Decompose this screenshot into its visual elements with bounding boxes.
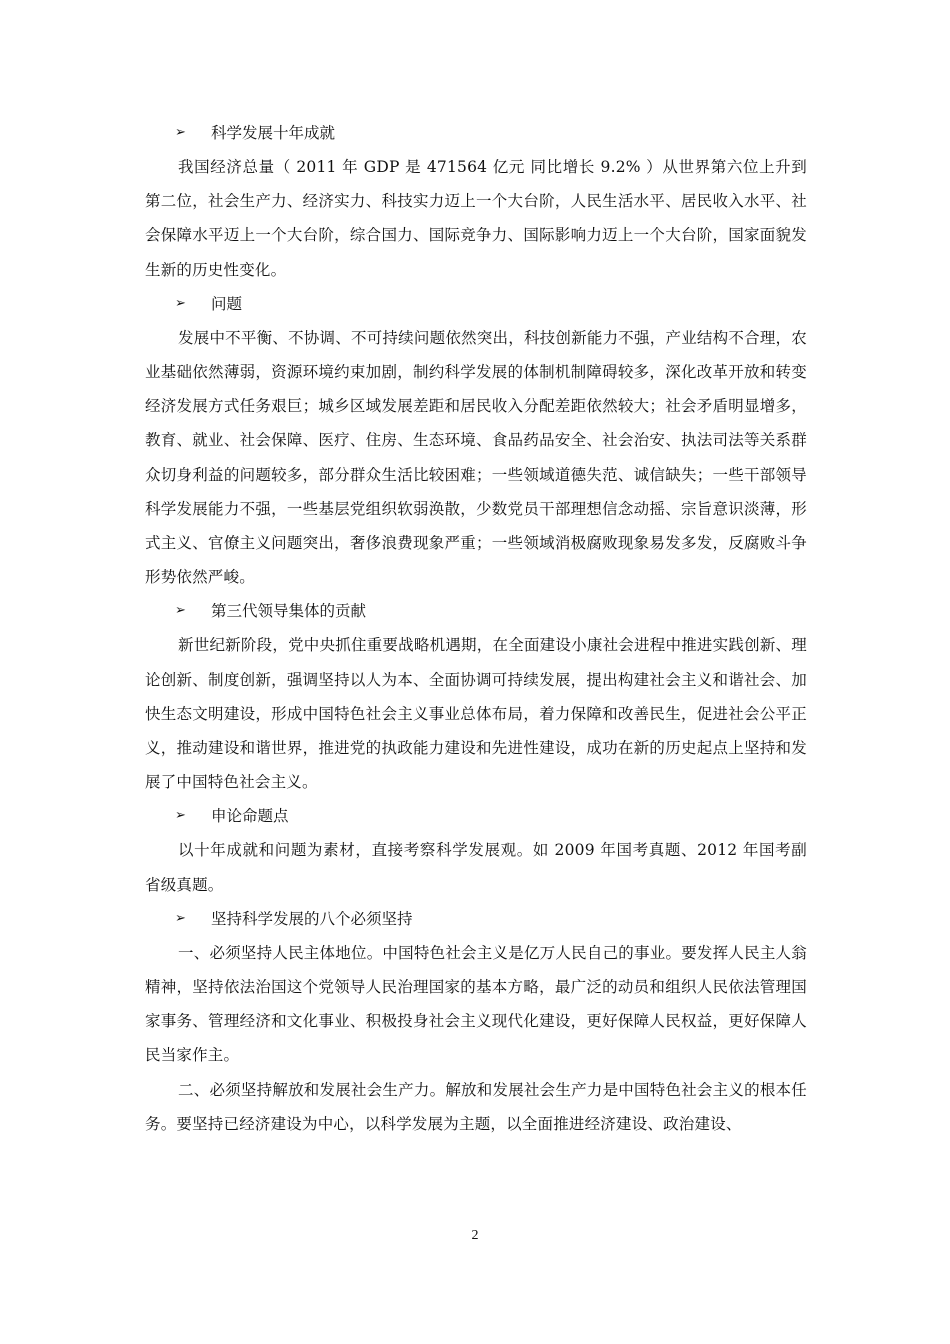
paragraph-exam-points: 以十年成就和问题为素材，直接考察科学发展观。如 2009 年国考真题、2012 年国考副省级真题。: [145, 841, 807, 894]
heading-text: 申论命题点: [211, 807, 289, 826]
arrow-bullet-icon: ➢: [175, 125, 186, 140]
section-heading-problems: [145, 287, 807, 321]
arrow-bullet-icon: ➢: [175, 808, 186, 824]
paragraph-must-two: 二、必须坚持解放和发展社会生产力。解放和发展社会生产力是中国特色社会主义的根本任务。要坚持已经济建设为中心，以科学发展为主题，以全面推进经济建设、政治建设、: [145, 1080, 807, 1133]
arrow-bullet-icon: ➢: [175, 910, 186, 926]
document-page: [145, 116, 807, 1141]
heading-text: 第三代领导集体的贡献: [211, 602, 367, 621]
paragraph-must-one: 一、必须坚持人民主体地位。中国特色社会主义是亿万人民自己的事业。要发挥人民主人翁精神，坚持依法治国这个党领导人民治理国家的基本方略，最广泛的动员和组织人民依法管理国家事务、管理经济和文化事业、积极投身社会主义现代化建设，更好保障人民权益，更好保障人民当家作主。: [145, 943, 807, 1065]
arrow-bullet-icon: ➢: [175, 603, 186, 619]
paragraph-problems: 发展中不平衡、不协调、不可持续问题依然突出，科技创新能力不强，产业结构不合理，农业基础依然薄弱，资源环境约束加剧，制约科学发展的体制机制障碍较多，深化改革开放和转变经济发展方式任务艰巨；城乡区域发展差距和居民收入分配差距依然较大；社会矛盾明显增多，教育、就业、社会保障、医疗、住房、生态环境、食品药品安全、社会治安、执法司法等关系群众切身利益的问题较多，部分群众生活比较困难；一些领域道德失范、诚信缺失；一些干部领导科学发展能力不强，一些基层党组织软弱涣散，少数党员干部理想信念动摇、宗旨意识淡薄，形式主义、官僚主义问题突出，奢侈浪费现象严重；一些领域消极腐败现象易发多发，反腐败斗争形势依然严峻。: [145, 328, 807, 587]
heading-text: 科学发展十年成就: [211, 124, 336, 142]
heading-text: 问题: [211, 294, 243, 313]
section-heading-exam-points: [145, 799, 807, 833]
page-number: 2: [471, 1228, 479, 1243]
heading-text: 坚持科学发展的八个必须坚持: [211, 909, 413, 928]
section-heading-eight-musts: [145, 902, 807, 936]
arrow-bullet-icon: ➢: [175, 295, 186, 311]
paragraph-contribution: 新世纪新阶段，党中央抓住重要战略机遇期，在全面建设小康社会进程中推进实践创新、理论创新、制度创新，强调坚持以人为本、全面协调可持续发展，提出构建社会主义和谐社会、加快生态文明建设，形成中国特色社会主义事业总体布局，着力保障和改善民生，促进社会公平正义，推动建设和谐世界，推进党的执政能力建设和先进性建设，成功在新的历史起点上坚持和发展了中国特色社会主义。: [145, 636, 807, 792]
paragraph-achievements: 我国经济总量（ 2011 年 GDP 是 471564 亿元 同比增长 9.2% ）从世界第六位上升到第二位，社会生产力、经济实力、科技实力迈上一个大台阶，人民生活水平、居民收入水平、社会保障水平迈上一个大台阶，综合国力、国际竞争力、国际影响力迈上一个大台阶，国家面貌发生新的历史性变化。: [145, 158, 807, 279]
section-heading-contribution: [145, 594, 807, 628]
section-heading-achievements: [145, 116, 807, 150]
